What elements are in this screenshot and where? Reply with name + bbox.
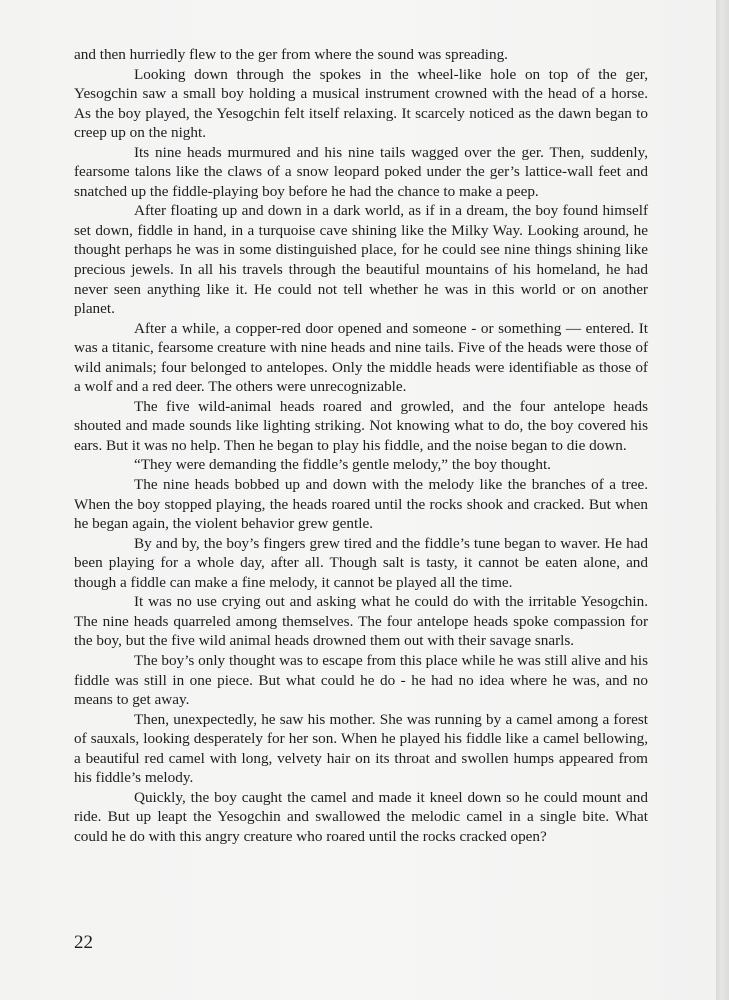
paragraph: The boy’s only thought was to escape from this place while he was still alive and his fiddle was still in one piece. But what could he do - he had no idea where he was, and no means to get away. [74, 651, 648, 709]
paragraph: and then hurriedly flew to the ger from where the sound was spreading. [74, 46, 508, 63]
paragraph: After a while, a copper-red door opened and someone - or something — entered. It was a titanic, fearsome creature with nine heads and nine tails. Five of the heads were those of wild animals; four belonged to antelopes. Only the middle heads were identifiable as those of a wolf and a red deer. The others were unrecognizable. [74, 319, 648, 396]
paragraph: The nine heads bobbed up and down with the melody like the branches of a tree. When the boy stopped playing, the heads roared until the rocks shook and cracked. But when he began again, the violent behavior grew gentle. [74, 476, 648, 533]
paragraph: “They were demanding the fiddle’s gentle melody,” the boy thought. [134, 456, 551, 474]
paragraph: After floating up and down in a dark world, as if in a dream, the boy found himself set down, fiddle in hand, in a turquoise cave shining like the Milky Way. Looking around, he thought perhaps he was in some distinguished place, for he could see nine things shining like precious jewels. In all his travels through the beautiful mountains of his homeland, he had never seen anything like it. He could not tell whether he was in this world or on another planet. [74, 202, 648, 318]
paragraph: Quickly, the boy caught the camel and made it kneel down so he could mount and ride. But up leapt the Yesogchin and swallowed the melodic camel in a single bite. What could he do with this angry creature who roared until the rocks cracked open? [74, 788, 648, 845]
page-number: 22 [74, 932, 93, 953]
paragraph: It was no use crying out and asking what he could do with the irritable Yesogchin. The nine heads quarreled among themselves. The four antelope heads spoke compassion for the boy, but the five wild animal heads drowned them out with their savage snarls. [74, 593, 648, 650]
paragraph: By and by, the boy’s fingers grew tired and the fiddle’s tune began to waver. He had been playing for a whole day, after all. Though salt is tasty, it cannot be eaten alone, and though a fiddle can make a fine melody, it cannot be played all the time. [74, 534, 648, 591]
body-text [74, 45, 648, 846]
paragraph: Its nine heads murmured and his nine tails wagged over the ger. Then, suddenly, fearsome talons like the claws of a snow leopard poked under the ger’s lattice-wall feet and snatched up the fiddle-playing boy before he had the chance to make a peep. [74, 143, 648, 200]
paragraph: Then, unexpectedly, he saw his mother. She was running by a camel among a forest of sauxals, looking desperately for her son. When he played his fiddle like a camel bellowing, a beautiful red camel with long, velvety hair on its throat and swollen humps appeared from his fiddle’s melody. [74, 710, 648, 787]
page-edge [716, 0, 729, 1000]
paragraph: Looking down through the spokes in the wheel-like hole on top of the ger, Yesogchin saw a small boy holding a musical instrument crowned with the head of a horse. As the boy played, the Yesogchin felt itself relaxing. It scarcely noticed as the dawn began to creep up on the night. [74, 65, 648, 142]
paragraph: The five wild-animal heads roared and growled, and the four antelope heads shouted and made sounds like lighting striking. Not knowing what to do, the boy covered his ears. But it was no help. Then he began to play his fiddle, and the noise began to die down. [74, 397, 648, 454]
